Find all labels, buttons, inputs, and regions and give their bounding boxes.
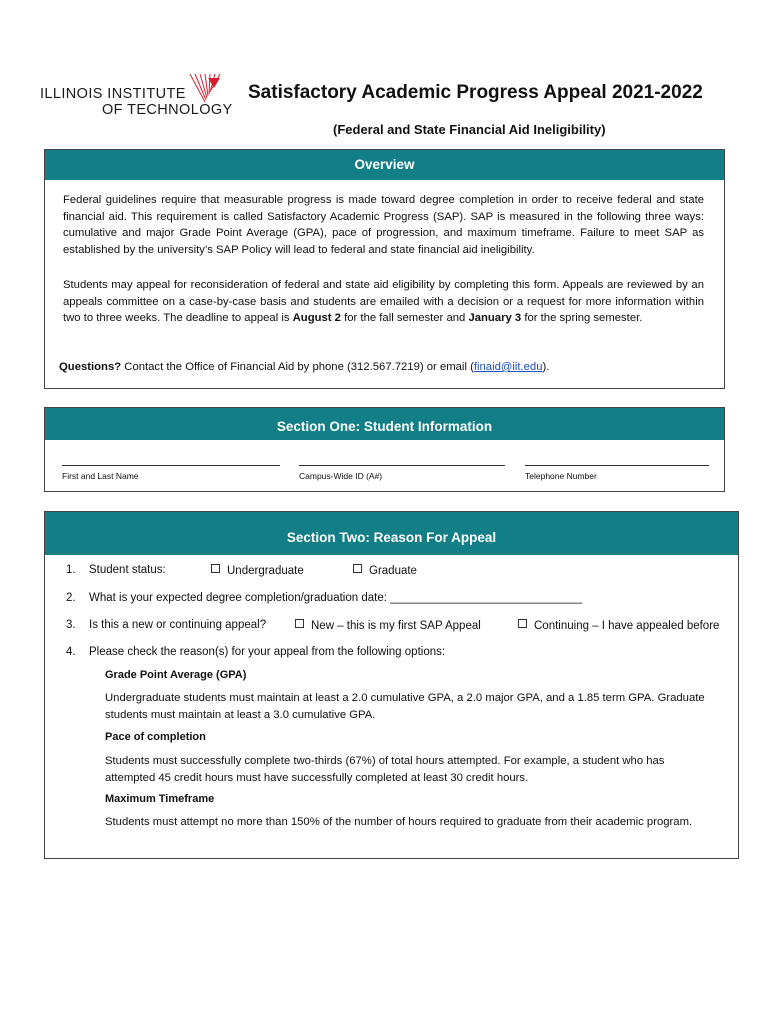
option-label: New – this is my first SAP Appeal [311, 620, 481, 632]
question-label: Is this a new or continuing appeal? [89, 619, 267, 631]
spring-deadline: January 3 [468, 312, 522, 324]
criterion-title: Maximum Timeframe [105, 793, 215, 805]
logo-line-1: ILLINOIS INSTITUTE [40, 86, 186, 102]
questions-end: ). [542, 361, 550, 373]
question-label: Please check the reason(s) for your appeal from the following options: [89, 646, 446, 658]
section-one [44, 407, 725, 492]
continuing-appeal-option[interactable] [518, 619, 719, 632]
name-field[interactable]: First and Last Name [62, 465, 280, 481]
document-subtitle: (Federal and State Financial Aid Ineligibility) [333, 122, 606, 137]
undergraduate-option[interactable] [211, 564, 304, 577]
criterion-title: Grade Point Average (GPA) [105, 669, 247, 681]
question-number: 1. [66, 564, 76, 576]
questions-label: Questions? [59, 361, 122, 373]
overview-paragraph-1: Federal guidelines require that measurable progress is made toward degree completion in order to receive federal and state financial aid. This requirement is called Satisfactory Academic Progress (SAP). SAP is measured in the following three ways: cumulative and major Grade Point Average (GPA), pace of progression, and maximum timeframe. Failure to meet SAP as established by the university’s SAP Policy will lead to federal and state financial aid ineligibility. [63, 194, 704, 256]
criterion-text: Students must attempt no more than 150% of the number of hours required to graduate from their academic program. [105, 816, 693, 828]
checkbox-icon[interactable] [295, 619, 304, 628]
checkbox-icon[interactable] [353, 564, 362, 573]
overview-paragraph-2 [63, 277, 704, 327]
logo-line-2: OF TECHNOLOGY [102, 102, 233, 118]
option-label: Undergraduate [227, 565, 304, 577]
graduate-option[interactable] [353, 564, 417, 577]
question-number: 2. [66, 592, 76, 604]
section-one-heading: Section One: Student Information [45, 408, 724, 440]
checkbox-icon[interactable] [518, 619, 527, 628]
fall-deadline: August 2 [292, 312, 341, 324]
logo-mark-icon [188, 72, 222, 106]
checkbox-icon[interactable] [211, 564, 220, 573]
option-label: Continuing – I have appealed before [534, 620, 720, 632]
overview-heading: Overview [45, 150, 724, 180]
question-label: Student status: [89, 564, 166, 576]
criterion-text: Students must successfully complete two-thirds (67%) of total hours attempted. For example, a student who has attempted 45 credit hours must have successfully completed at least 30 credit hours. [105, 755, 665, 784]
new-appeal-option[interactable] [295, 619, 481, 632]
section-two [44, 511, 739, 859]
questions-line [59, 359, 704, 376]
graduation-date-field[interactable]: What is your expected degree completion/graduation date: ______________________________ [89, 592, 582, 604]
criterion-title: Pace of completion [105, 731, 206, 743]
option-label: Graduate [369, 565, 417, 577]
deadline-text-2: for the fall semester and [340, 312, 469, 324]
university-logo [40, 72, 240, 124]
deadline-text: Students may appeal for reconsideration of federal and state aid eligibility by completing this form. Appeals are reviewed by an appeals committee on a case-by-case basis and students are emailed with a decision or a request for more information within two to three weeks. The deadline to appeal is [63, 279, 704, 324]
email-link[interactable]: finaid@iit.edu [473, 361, 543, 373]
question-number: 3. [66, 619, 76, 631]
questions-text: Contact the Office of Financial Aid by phone (312.567.7219) or email ( [121, 361, 474, 373]
overview-section [44, 149, 725, 389]
campus-id-field[interactable]: Campus-Wide ID (A#) [299, 465, 505, 481]
question-number: 4. [66, 646, 76, 658]
telephone-field[interactable]: Telephone Number [525, 465, 709, 481]
document-title: Satisfactory Academic Progress Appeal 2021-2022 [248, 82, 703, 103]
deadline-text-3: for the spring semester. [521, 312, 643, 324]
criterion-text: Undergraduate students must maintain at least a 2.0 cumulative GPA, a 2.0 major GPA, and a 1.85 term GPA. Graduate students must maintain at least a 3.0 cumulative GPA. [105, 692, 705, 721]
section-two-heading: Section Two: Reason For Appeal [45, 512, 738, 555]
